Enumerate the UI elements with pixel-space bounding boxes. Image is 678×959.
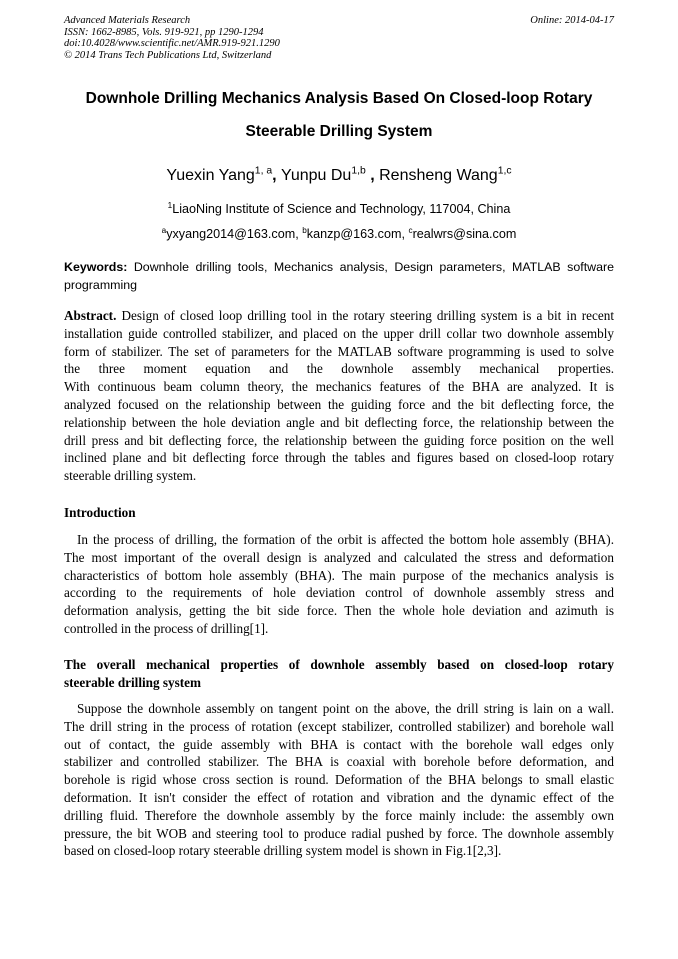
abstract-label: Abstract.	[64, 308, 117, 323]
affiliation-text: LiaoNing Institute of Science and Technology, 117004, China	[172, 202, 511, 216]
issn: ISSN: 1662-8985, Vols. 919-921, pp 1290-1294	[64, 26, 264, 38]
email: yxyang2014@163.com	[166, 227, 296, 241]
text-line: The drill string in the process of rotation (except stabilizer, controlled stabilizer) and borehole wall	[64, 718, 614, 734]
text-line: based on closed-loop rotary steerable drilling system model is shown in Fig.1[2,3].	[64, 843, 502, 859]
keywords-label: Keywords:	[64, 260, 128, 274]
text-line: the three moment equation and the downhole assembly mechanical properties.	[64, 361, 614, 377]
section-body	[64, 700, 614, 860]
text-line: In the process of drilling, the formation of the orbit is affected the bottom hole assembly (BHA).	[77, 532, 614, 547]
email-sup: b	[302, 225, 307, 235]
text-line: deformation analysis, getting the bit side force. Then the whole hole deviation and azimuth is	[64, 603, 614, 619]
emails: $^a$yxyang2014@163.com, $^b$kanzp@163.com, $^c$realwrs@sina.com	[161, 225, 517, 241]
authors: Yuexin Yang$^{1, a}$, Yunpu Du$^{1,b}$ , Rensheng Wang$^{1,c}$	[166, 165, 512, 184]
author-name: Rensheng Wang	[379, 167, 498, 184]
author-sup: 1, a	[254, 165, 273, 177]
doi: doi:10.4028/www.scientific.net/AMR.919-921.1290	[64, 38, 280, 49]
email-sup: a	[161, 225, 167, 235]
text-line: deformation. It isn't consider the effect of rotation and vibration and the dynamic effect of the	[64, 789, 614, 805]
text-line: The overall mechanical properties of downhole assembly based on closed-loop rotary	[64, 657, 614, 672]
text-line: analyzed focused on the relationship between the guiding force and the bit deflecting force, the	[64, 396, 614, 412]
text-line	[64, 307, 614, 325]
text-line: drill press and bit deflecting force, the relationship between the guiding force position on the well	[64, 432, 614, 448]
text-line: borehole is rigid whose cross section is round. Deformation of the BHA belongs to small elastic	[64, 772, 614, 788]
text-line: steerable drilling system.	[64, 468, 197, 484]
text-line: inclined plane and bit deflecting force through the tables and figures based on closed-loop rotary	[64, 450, 614, 466]
online-date: Online: 2014-04-17	[530, 15, 614, 26]
abstract-text: Design of closed loop drilling tool in the rotary steering drilling system is a bit in recent	[116, 308, 614, 323]
text-line: The most important of the overall design is analyzed and calculated the stress and deformation	[64, 549, 614, 565]
introduction-heading: Introduction	[64, 505, 136, 520]
text-line: steerable drilling system	[64, 674, 201, 690]
text-line: With continuous beam column theory, the mechanics features of the BHA are analyzed. It is	[64, 379, 614, 395]
author-sup: 1,c	[497, 165, 512, 177]
text-line: relationship between the hole deviation angle and bit deflecting force, the relationship between the	[64, 414, 614, 430]
paper-title-line1: Downhole Drilling Mechanics Analysis Based On Closed-loop Rotary	[85, 90, 593, 107]
text-line: out of contact, the guide assembly with BHA is contact with the borehole wall edges only	[64, 736, 614, 752]
keywords-text: Downhole drilling tools, Mechanics analysis, Design parameters, MATLAB software	[127, 260, 614, 274]
affiliation	[0, 202, 678, 216]
paper-title-line2: Steerable Drilling System	[245, 123, 433, 140]
email: realwrs@sina.com	[412, 227, 517, 241]
text-line: Suppose the downhole assembly on tangent point on the above, the drill string is lain on a wall.	[77, 701, 614, 716]
introduction-body	[64, 531, 614, 638]
journal-header	[64, 15, 280, 61]
author-name: Yunpu Du	[281, 167, 352, 184]
text-line: pressure, the bit WOB and steering tool to produce radial pushed by force. The downhole assembly	[64, 825, 614, 841]
keywords	[64, 259, 614, 295]
text-line: according to the requirements of hole deviation control of downhole assembly stress and	[64, 585, 614, 601]
email: kanzp@163.com	[306, 227, 402, 241]
text-line: stabilizer and controlled stabilizer. The BHA is coaxial with borehole before deformation, and	[64, 754, 614, 770]
text-line: controlled in the process of drilling[1].	[64, 620, 269, 636]
keywords-text: programming	[64, 277, 137, 292]
email-sup: c	[408, 225, 413, 235]
abstract	[64, 307, 614, 485]
text-line: drilling fluid. Therefore the downhole assembly by the force mainly include: the assembly own	[64, 807, 614, 823]
text-line: installation guide controlled stabilizer, and placed on the upper drill collar two downhole assembly	[64, 325, 614, 341]
copyright: © 2014 Trans Tech Publications Ltd, Switzerland	[64, 49, 272, 61]
section-heading	[64, 656, 614, 692]
journal-name: Advanced Materials Research	[64, 15, 191, 26]
author-sup: 1,b	[351, 165, 366, 177]
author-name: Yuexin Yang	[166, 167, 255, 184]
text-line: characteristics of bottom hole assembly (BHA). The main purpose of the mechanics analysis is	[64, 567, 614, 583]
affiliation-sup: 1	[167, 200, 173, 210]
text-line: form of stabilizer. The set of parameters for the MATLAB software programming is used to solve	[64, 343, 614, 359]
